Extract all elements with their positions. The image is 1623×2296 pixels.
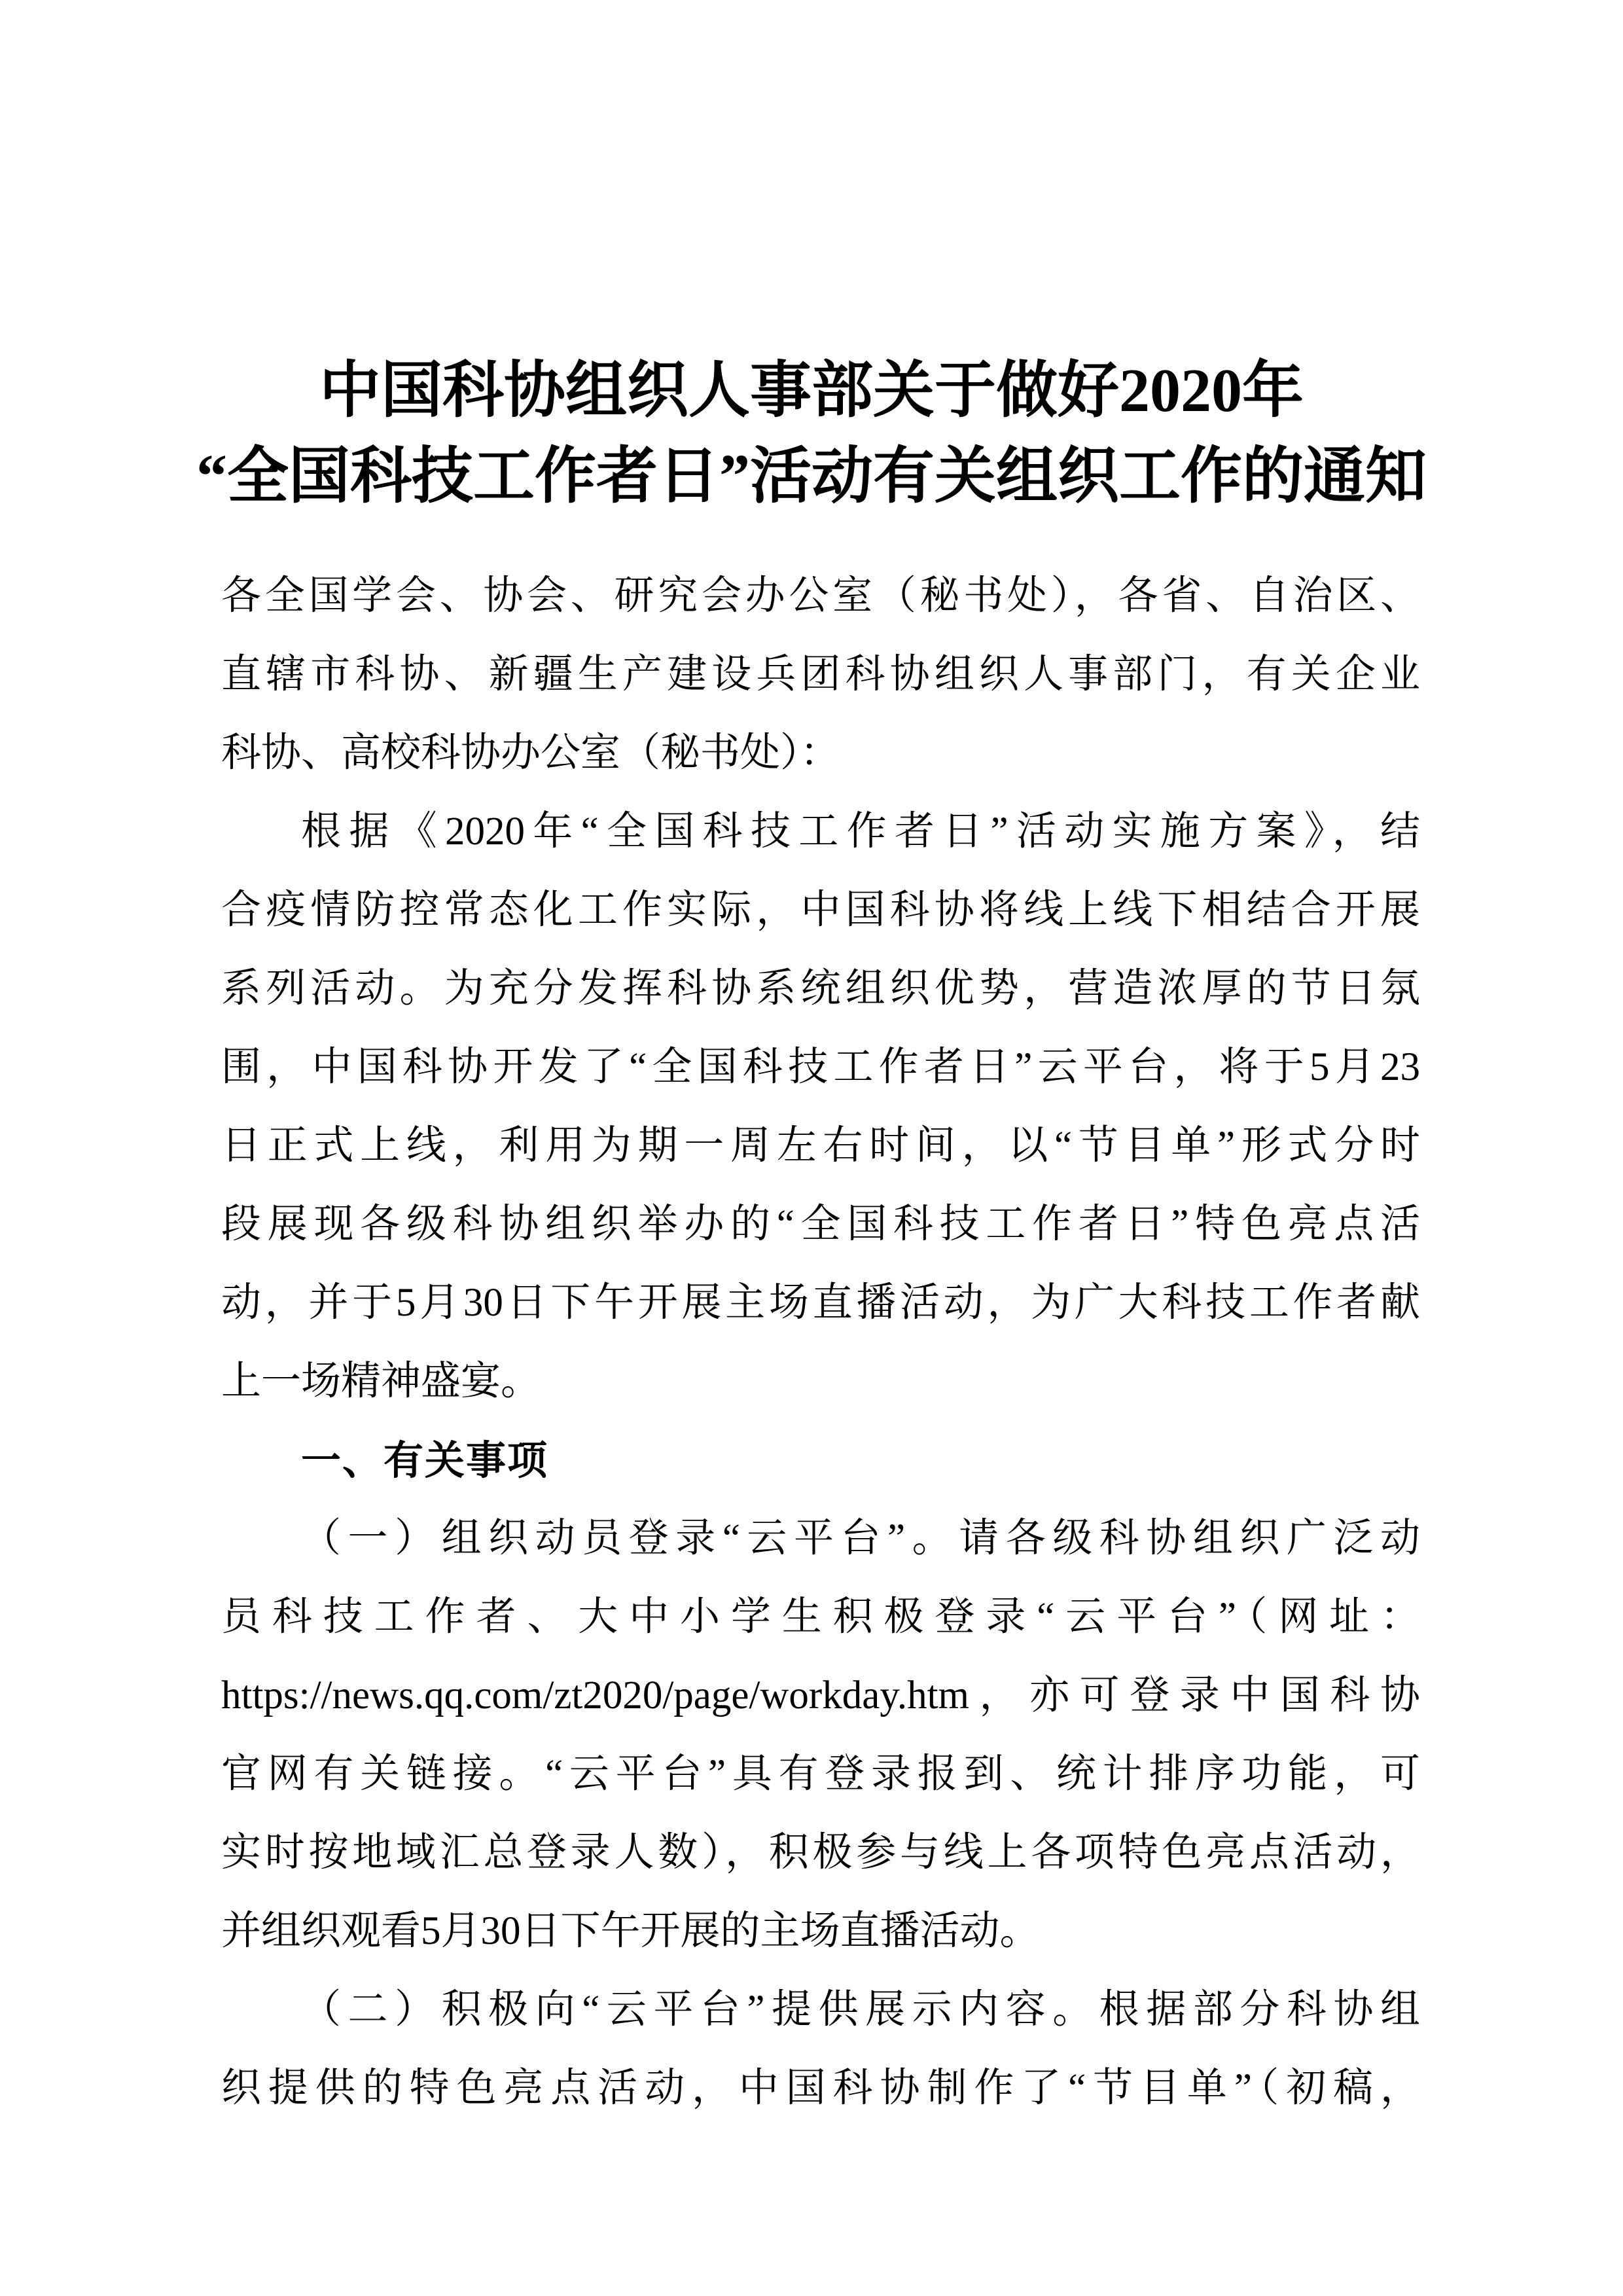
document-body — [221, 557, 1420, 2128]
intro-paragraph-line: 系列活动。为充分发挥科协系统组织优势，营造浓厚的节日氛 — [221, 967, 1420, 1011]
recipient-line: 直辖市科协、新疆生产建设兵团科协组织人事部门，有关企业 — [221, 653, 1420, 696]
recipient-line: 各全国学会、协会、研究会办公室（秘书处），各省、自治区、 — [221, 574, 1420, 618]
intro-paragraph-line: 段展现各级科协组织举办的“全国科技工作者日”特色亮点活 — [221, 1202, 1420, 1246]
intro-paragraph-line: 上一场精神盛宴。 — [221, 1359, 541, 1403]
item-one-line: （一）组织动员登录“云平台”。请各级科协组织广泛动 — [301, 1516, 1420, 1560]
intro-paragraph-line: 日正式上线，利用为期一周左右时间，以“节目单”形式分时 — [221, 1124, 1420, 1168]
item-two-line: （二）积极向“云平台”提供展示内容。根据部分科协组 — [301, 1988, 1420, 2032]
item-one-line: 员科技工作者、大中小学生积极登录“云平台”（网址： — [221, 1595, 1420, 1639]
item-two-line: 织提供的特色亮点活动，中国科协制作了“节目单”（初稿， — [221, 2066, 1420, 2110]
intro-paragraph-line: 动，并于5月30日下午开展主场直播活动，为广大科技工作者献 — [221, 1281, 1420, 1325]
intro-paragraph-line: 合疫情防控常态化工作实际，中国科协将线上线下相结合开展 — [221, 888, 1420, 932]
title-line-1: 中国科协组织人事部关于做好2020年 — [319, 357, 1304, 425]
item-one-line: 实时按地域汇总登录人数），积极参与线上各项特色亮点活动， — [221, 1831, 1420, 1874]
intro-paragraph-line: 根据《2020年“全国科技工作者日”活动实施方案》，结 — [301, 810, 1420, 853]
item-one-line: 并组织观看5月30日下午开展的主场直播活动。 — [221, 1909, 1040, 1953]
document-title — [101, 348, 1522, 520]
item-one-line: 官网有关链接。“云平台”具有登录报到、统计排序功能，可 — [221, 1752, 1420, 1796]
section-heading: 一、有关事项 — [301, 1438, 549, 1482]
title-line-2: “全国科技工作者日”活动有关组织工作的通知 — [196, 442, 1427, 511]
recipient-line: 科协、高校科协办公室（秘书处）： — [221, 731, 840, 775]
intro-paragraph-line: 围，中国科协开发了“全国科技工作者日”云平台，将于5月23 — [221, 1045, 1420, 1089]
platform-url-line: https://news.qq.com/zt2020/page/workday.htm，亦可登录中国科协 — [221, 1674, 1420, 1717]
